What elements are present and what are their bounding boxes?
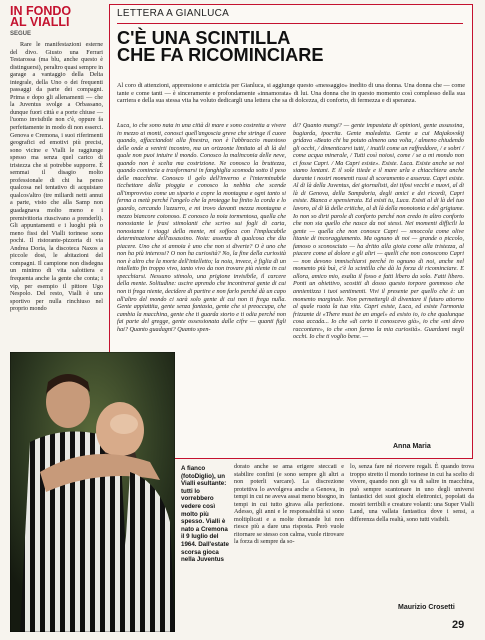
continued-label: SEGUE bbox=[10, 31, 32, 37]
section-title: IN FONDO AL VIALLI bbox=[10, 4, 72, 29]
player-photo bbox=[10, 352, 175, 632]
kicker-divider bbox=[117, 23, 463, 24]
celebration-photo-illustration bbox=[10, 352, 175, 632]
letter-kicker: LETTERA A GIANLUCA bbox=[117, 8, 230, 19]
letter-column-2: di? Quanto mangi? — gente impastata di opinioni, gente assassina, bugiarda, ipocrita. Gente maledetta. Gente a cui Majakovskij gridava «Beato chi ha potuto almeno una volta, / almeno chiudendo gli occhi, / dimenticarvi tutti, / inutili come un raffreddore, / e sobri / come acqua minerale, / Tutti così noiosi, come / se a mi mondo non ci fosse Capri. / Ma Capri esiste». Esiste. Luca. Esiste anche se noi siamo lontani. E il sole tiiede e il mare urla e chiacchiera anche durante i nostri momenti russi di scoramento e assenza. Capri esiste. Al di là della Juventus, dei giornalisti, dei tifosi vecchi e nuovi, al di là di Genova, della Sampdoria, degli amici e dei ricordi, Capri esiste. Bianca e spensierata. Ed esisti tu, Luca. Esisti al di là del tuo lavoro, al di là delle critiche, al di là della monotonia e del grigiume. Io non so dirti parole di conforto perché non credo in altro conforto che non sia quello che nasce da noi stessi. Nei momenti difficili la gente — quella che non conosce Capri — smoccola come olive litanie di incoraggiamento. Ma ognuno di noi — grande o piccolo, famoso o sconosciuto — ha dritto alla gioia come alla tristezza, al piacere come al dolore e gli altri — quelli che non conoscono Capri — non devono immischiarsi perché in ognuno di noi, anche nel momento più buì, c'è la scintilla che dà la forza di ricominciare. E allora, amico mio, esalta il fosso e fatti libero da solo. Fatti libero. Ponti un obiettivo, scostiti di dosso questo torpore gommoso che annientizza i tuoi sentimenti. Vivi il presente per quello che è: un momento marginale. Non permettergli di diventare il futuro attorno al quale ruota la tua vita. Capri esiste, Luca, ed esiste l'armonia frizzante di «There must be an angel» ed esisto io, io che qualunque cosa accada... Io che «di certo ti conoscevo già», io che «mi devo raccontare», io che «non farmo la mia curiosità». Guardami negli occhi. Io che ti voglio bene. — bbox=[293, 123, 464, 341]
letter-intro: Al coro di attenzioni, apprensione e amicizia per Gianluca, si aggiunge questo «messaggio» inedito di una donna. Una donna che — come tante e come tanti — è sinceramente e profondamente «innamorata» di lui. Una donna che in questo momento così complesso della sua carriera e della sua stessa vita ha voluto dedicargli una lettera che sa di dolcezza, di conforto, di fermezza e di speranza. bbox=[117, 82, 465, 105]
page-number: 29 bbox=[452, 619, 465, 631]
letter-headline: C'È UNA SCINTILLA CHE FA RICOMINCIARE bbox=[117, 28, 324, 65]
letter-signature: Anna Maria bbox=[393, 443, 431, 450]
article-author: Maurizio Crosetti bbox=[398, 604, 455, 611]
photo-caption: A fianco (fotoDiglio), un Vialli esultante: tutti lo vorrebbero vedere così molto più spesso. Vialli è nato a Cremona il 9 luglio del 1964. Dall'estate scorsa gioca nella Juventus bbox=[181, 465, 229, 564]
article-column-2: lo, senza fare né ricevere regali. È quando trova troppo stretto il mondo torinese in cui ha scelto di vivere, quando non gli va di salire in macchina, può sempre scantonare in uno degli universi fantastici dei suoi giochi elettronici, popolati da mostri terribili e creature volanti: una Super Vialli Land, una vallata fantastica dove i sensi, a differenza della realtà, sono tutti visibili. bbox=[350, 464, 474, 523]
letter-column-1: Luca, io che sono nata in una città di mare e sono costretta a vivere in mezzo ai monti, conosci quell'angoscia greve che stringe il cuore quando, affacciandoti alla finestra, non è l'abbraccio maestoso delle onde a venirti incontro, ma un orizzonte limitato al di là del quale non puoi intuire il mondo. Conosco la malinconia delle neve, quando non è scelta ma costrizione. Ne conosco la bruttezza, quando comincia a trasformarsi in fanghiglia scomoda sotto il peso delle macchine. Conosco il gelo dell'inverno e l'interminabile ticchettare della pioggia e conosco la nebbia che scende all'improvviso come un sipario e copre la montagna e ogni tanto si ferma a metà perché l'angelo che la protegge ha finito la corda e lo guardo, cercando l'azzurro, e mi trovo davanti mezza montagna e mezzo biancore cotonoso. E conosco la noia tormentosa, quella che nonostante le frasi stimolanti che scrivo sui fogli di carta, nonostante i viaggi della mente, mi soffoca con l'implacabile determinazione dell'assassino. Noia: assenza di qualcosa che dia piacere. Uno che si annoia è uno che non si diverte? O è uno che non ha più interessi? O non ha curiosità? No, la fine della curiosità non è altro che la morte dell'intelletto; la noia, invece, è figlia di un intelletto fin troppo vivo, tanto vivo da non trovare più niente in cui specchiarsi. Nessuno stimolo, una prigione invisibile, il carcere della mente. Solitudine: uscire aprendo che incontrerai gente di cui non ti frega niente, decidere di partire e non farlo perché dà un capo all'altro del mondo ci sarà solo gente di cui non ti frega nulla. Gente appiattita, gente senza fantasia, gente che si preoccupa, che cambia la macchina, gente che ti guarda storto e ti odia perché non fai parte del gregge, gente ossessionata dalle cifre — quanti figli hai? Quanto guadagni? Quanto spen- bbox=[117, 123, 286, 333]
sidebar-article-text: Rare le manifestazioni esterne del divo. Giusto una Ferrari Testarossa (ma blu, anche questo è distinguersi), peraltro quasi sempre in garage a vantaggio della Delta integrale, della Uno o dei frequenti passaggi da parte dei compagni. Prima e dopo gli allenamenti — che la Juventus svolge a Orbassano, dunque fuori città e a porte chiuse — l'uomo invisibile non c'è, oppure fa perfettamente in modo di non esserci. Genova e Cremona, i suoi riferimenti geografici ed emotivi più precisi, sono vicine e Vialli le raggiunge spesso ma senza quel carico di tristezza che si potrebbe supporre. È semmai il disagio molto professionale di chi ha perso qualcosa nel tentativo di acquistare qualcos'altro (tre miliardi netti annui a parte, visto che alla Samp non guadagnava molto meno e i premivittoria riuscivano a prenderli). Gli appuntamenti e i luoghi più o meno fissi del Vialli torinese sono pochi. Il ristorante-pizzeria di via Andrea Doria, la discoteca Naxos a piccole dosi, le abitazioni del compagni. Il campione non disdegna un minimo di vita salottiera e frequenta anche la gente che conta; i vip, per esempio il pittore Ugo Nespolo. Del resto, Vialli è uno sportivo per nulla rinchiuso nel proprio mondo bbox=[10, 42, 103, 313]
article-column-1: dorato anche se ama erigere steccati e stabilire confini (e sono sempre gli altri a non poterli varcare). La discrezione protettiva lo avvolgeva anche a Genova, in tempi in cui ne aveva assai meno bisogno, in tempi in cui tutto girava alla perfezione. Adesso, gli anni e le responsabilità si sono moltiplicati e a molte domande lui non riesce più a dare una risposta. Però vuole ritornare se stesso con calma, vuole ritrovare la forza di sempre da so- bbox=[234, 464, 344, 546]
